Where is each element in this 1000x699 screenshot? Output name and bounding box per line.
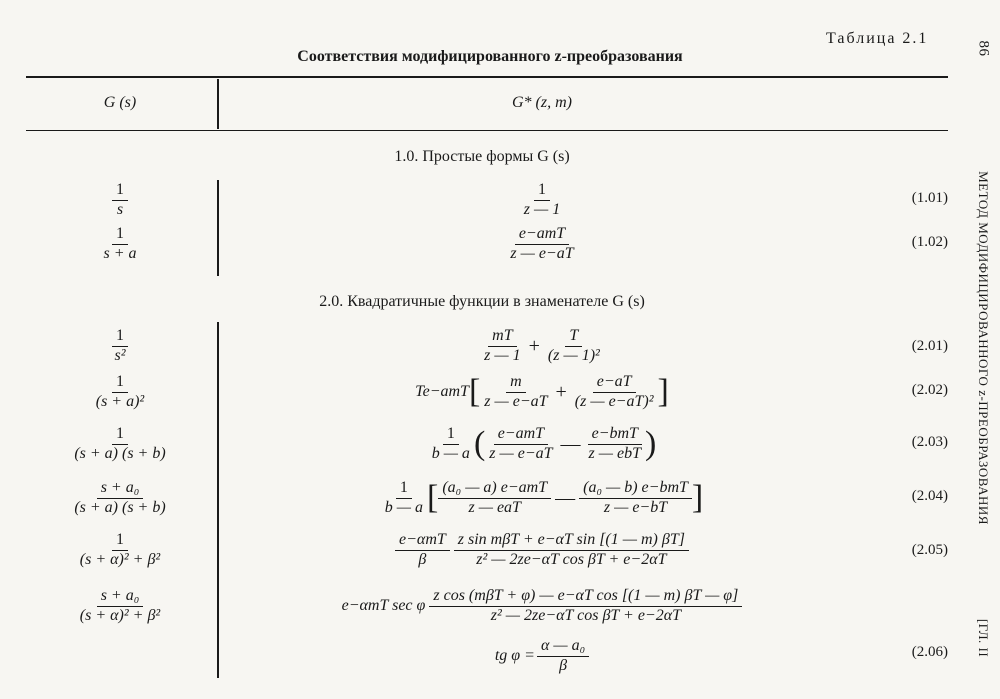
left-formula-2-03: $\frac{1}{(s + a) (s + b)}$ xyxy=(74,425,166,462)
column-header-right: G* (z, m) xyxy=(512,94,572,111)
right-formula-2-01: $\frac{mT}{z — 1}$ + $\frac{T}{\text{(z — 1)²}}$ xyxy=(484,327,600,364)
right-formula-2-03: $\frac{1}{b — a}$ ( $\frac{\text{e−amT}}{z — e-aT}$ — $\frac{\text{e−bmT}}{\text{z — ebT}}$ ) xyxy=(431,425,657,462)
right-formula-2-04: $\frac{1}{b — a}$ [ $\frac{\text{(a₀ — a) e−amT}}{\text{z — eaT}}$ — $\frac{\text{(a₀ — b) e−bmT}}{z — e-bT}$ ] xyxy=(384,479,704,516)
equation-number-2-06: (2.06) xyxy=(911,644,948,660)
table-title: Соответствия модифицированного z-преобразования xyxy=(297,48,683,65)
equation-number-2-03: (2.03) xyxy=(911,434,948,450)
running-head: 86 МЕТОД МОДИФИЦИРОВАННОГО z-ПРЕОБРАЗОВАНИЯ [ГЛ. II xyxy=(975,40,992,658)
right-formula-1-01: $\frac{1}{z — 1}$ xyxy=(523,181,561,218)
equation-number-2-02: (2.02) xyxy=(911,382,948,398)
chapter-mark: [ГЛ. II xyxy=(976,618,991,658)
left-formula-2-06: $\frac{\text{s + a₀}}{\text{(s + α)² + β²}}$ xyxy=(79,587,161,624)
left-formula-1-01: $\frac{1}{s}$ xyxy=(20,180,220,220)
right-formula-2-05: $\frac{\text{e−αmT}}{\beta}$ $\frac{\text{z sin mβT + e−αT sin [(1 — m) βT]}}{\text{z² — 2ze−αT cos βT + e−2αT}}$ xyxy=(222,526,862,574)
page-number: 86 xyxy=(975,40,992,57)
tg-phi-formula: tg φ = $\frac{\text{α — a₀}}{\beta}$ xyxy=(222,634,862,678)
equation-number-2-01: (2.01) xyxy=(911,338,948,354)
table-label: Таблица 2.1 xyxy=(826,30,929,47)
section-heading-1: 1.0. Простые формы G (s) xyxy=(394,148,570,165)
right-formula-1-02: $\frac{\text{e−amT}}{z — e-aT}$ xyxy=(510,225,574,262)
header-bottom-rule xyxy=(26,130,948,131)
top-rule xyxy=(26,76,948,78)
left-formula-2-04: $\frac{\text{s + a₀}}{(s + a) (s + b)}$ xyxy=(74,479,166,516)
left-formula-1-02: $\frac{1}{s + a}$ xyxy=(103,225,137,262)
equation-number-2-04: (2.04) xyxy=(911,488,948,504)
left-formula-2-01: $\frac{1}{\text{s²}}$ xyxy=(20,324,220,368)
header-divider xyxy=(217,79,219,129)
equation-number-1-01: (1.01) xyxy=(911,190,948,206)
section-heading-2: 2.0. Квадратичные функции в знаменателе G (s) xyxy=(319,293,645,310)
right-formula-2-06: e−αmT sec φ $\frac{\text{z cos (mβT + φ) — e−αT cos [(1 — m) βT — φ]}}{\text{z² — 2ze−αT cos βT + e−2αT}}$ xyxy=(222,582,862,630)
left-formula-2-05: $\frac{1}{\text{(s + α)² + β²}}$ xyxy=(79,531,161,568)
column-header-left: G (s) xyxy=(103,94,137,111)
right-formula-2-02: Te−amT [ $\frac{m}{z — e-aT}$ + $\frac{e-aT}{\text{(z — e−aT)²}}$ ] xyxy=(415,373,669,410)
equation-number-1-02: (1.02) xyxy=(911,234,948,250)
equation-number-2-05: (2.05) xyxy=(911,542,948,558)
left-formula-2-02: $\frac{1}{\text{(s + a)²}}$ xyxy=(95,373,145,410)
